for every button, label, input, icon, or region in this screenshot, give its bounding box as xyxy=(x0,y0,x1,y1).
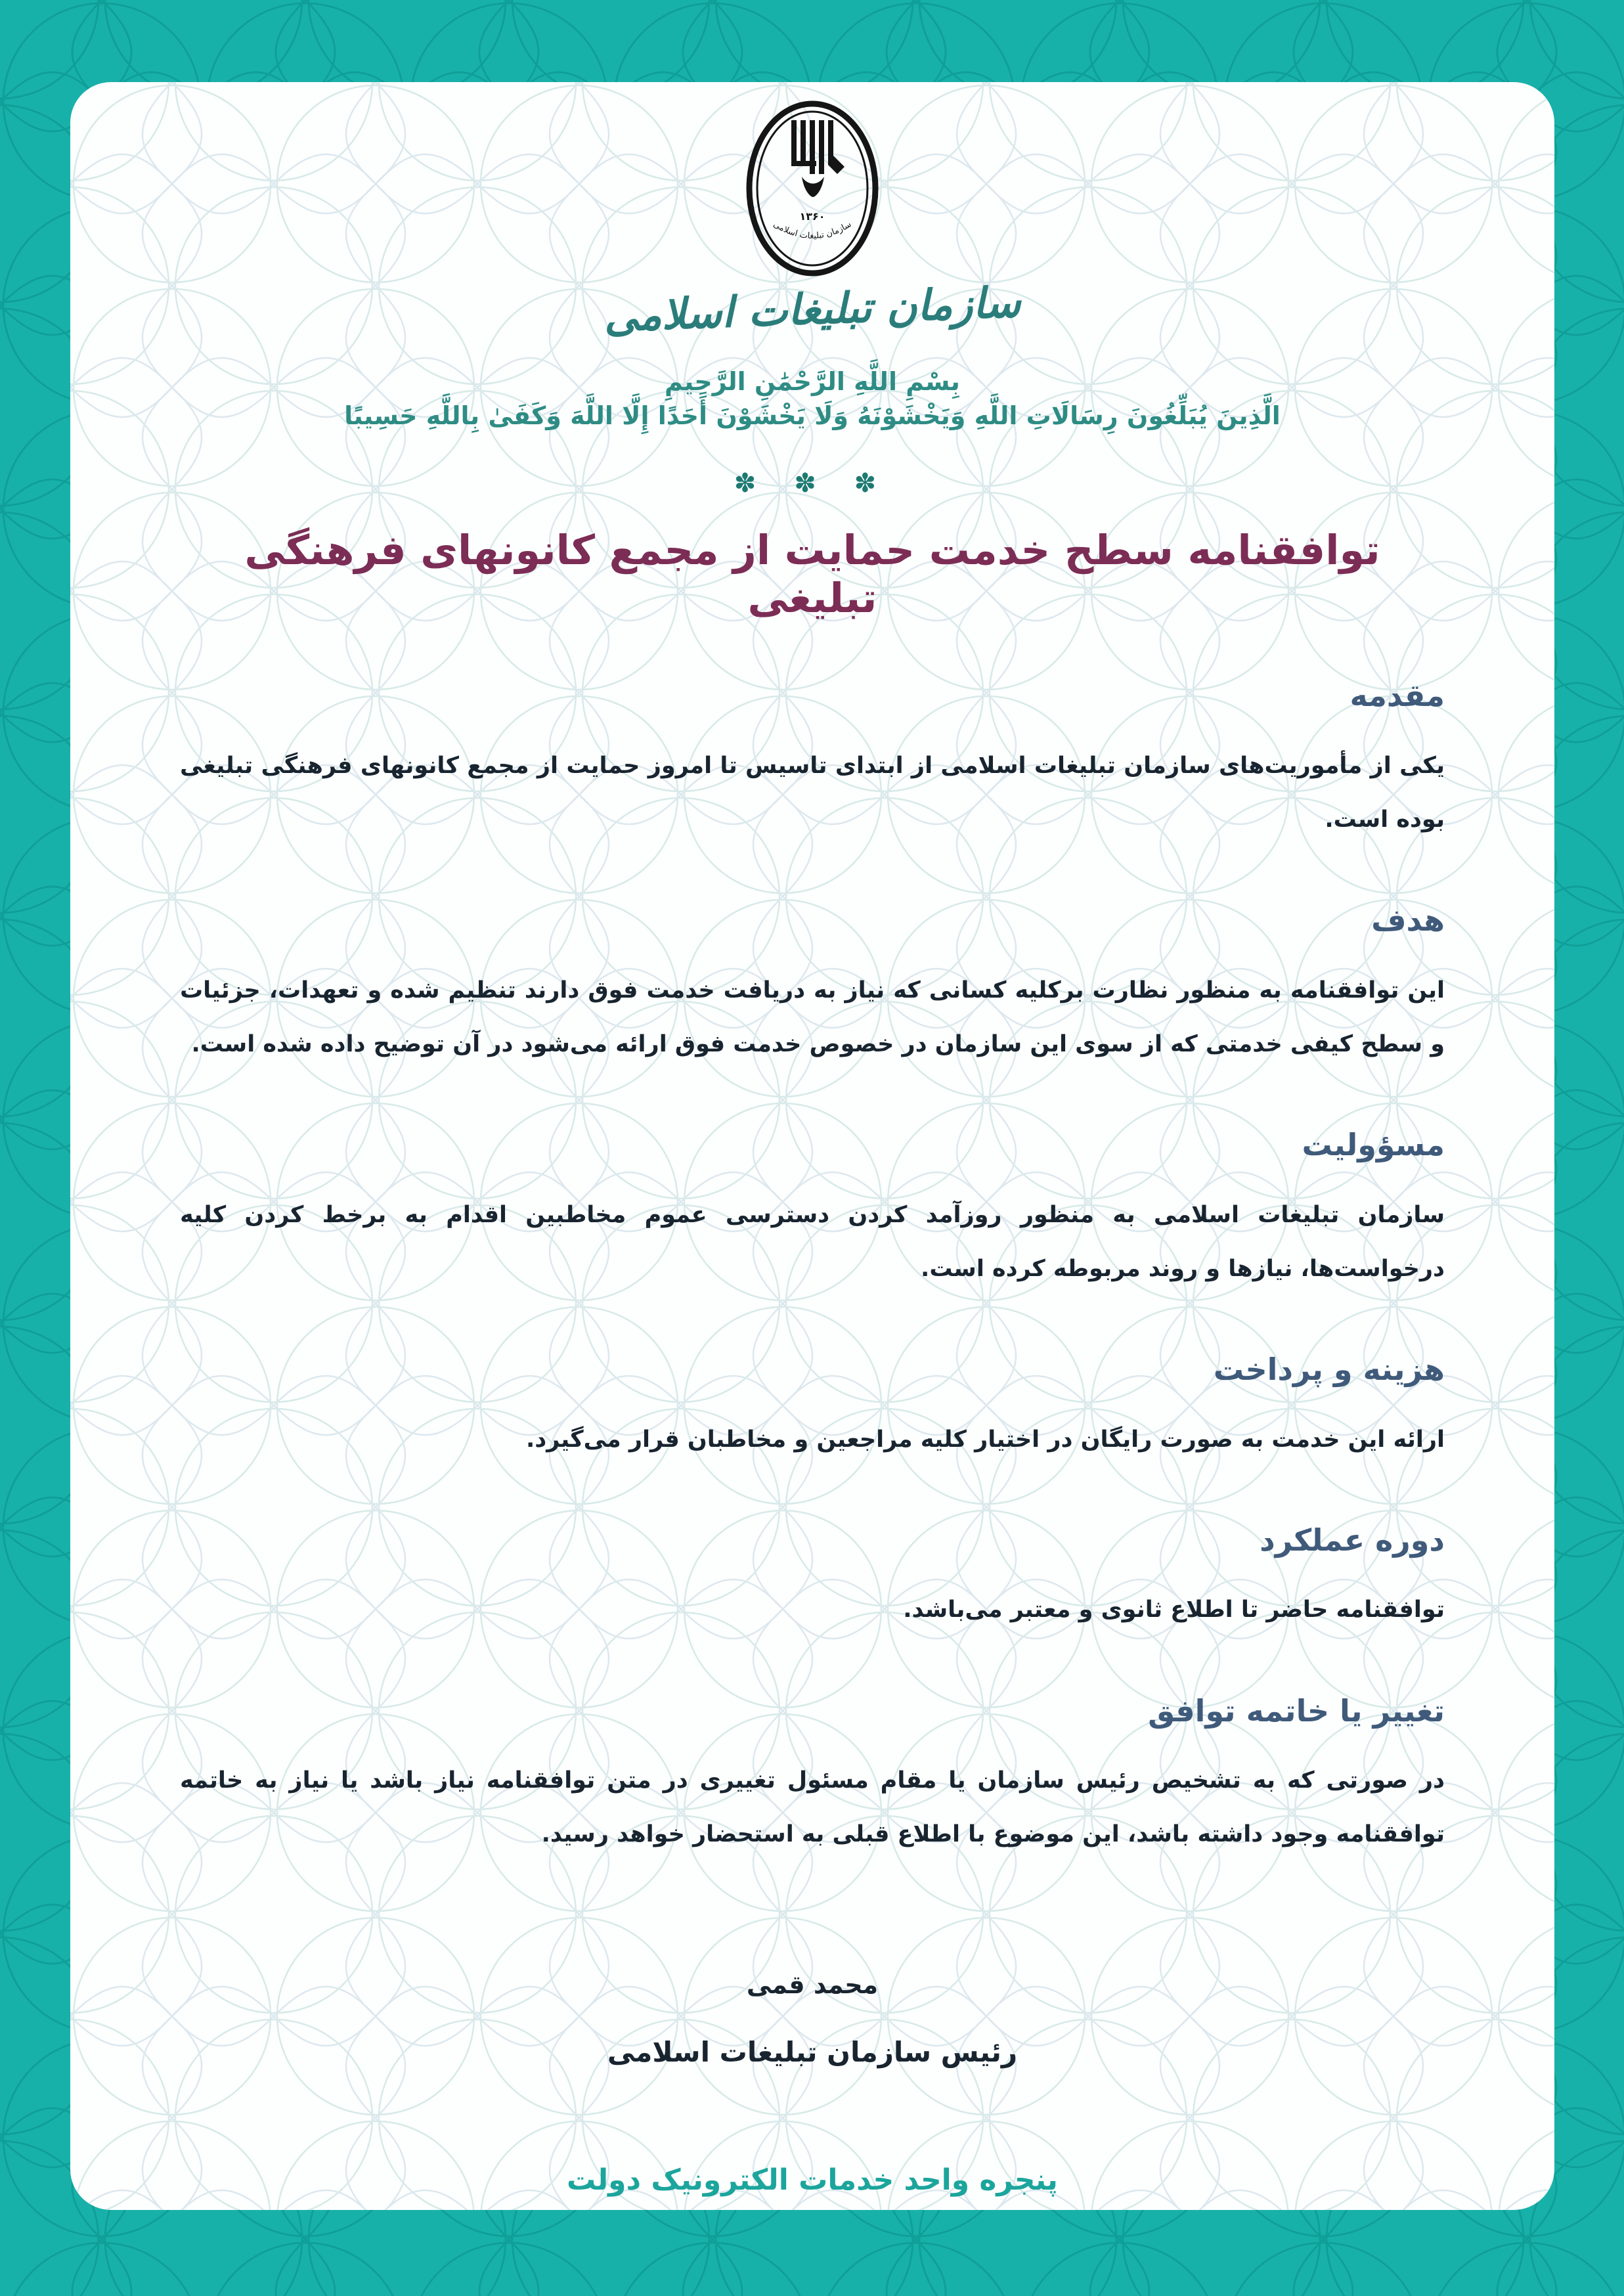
section-heading: تغییر یا خاتمه توافق xyxy=(1148,1692,1445,1729)
quran-verse: الَّذِينَ يُبَلِّغُونَ رِسَالَاتِ اللَّهِ وَيَخْشَوْنَهُ وَلَا يَخْشَوْنَ أَحَدًا إِلَّا اللَّهَ وَكَفَىٰ بِاللَّهِ حَسِيبًا xyxy=(344,401,1281,430)
section-body: یکی از مأموریت‌های سازمان تبلیغات اسلامی از ابتدای تاسیس تا امروز حمایت از مجمع کانونهای فرهنگی تبلیغی بوده است. xyxy=(180,752,1445,833)
signature-role: رئیس سازمان تبلیغات اسلامی xyxy=(607,2035,1018,2068)
section-body: توافقنامه حاضر تا اطلاع ثانوی و معتبر می‌باشد. xyxy=(903,1597,1445,1623)
footer-text: پنجره واحد خدمات الکترونیک دولت xyxy=(567,2163,1058,2197)
section-performance-period xyxy=(180,1522,1445,1637)
bismillah-text: بِسْمِ اللَّهِ الرَّحْمَٰنِ الرَّحِيمِ xyxy=(665,367,960,396)
section-body: ارائه این خدمت به صورت رایگان در اختیار کلیه مراجعین و مخاطبان قرار می‌گیرد. xyxy=(525,1426,1445,1453)
document-card xyxy=(70,82,1554,2210)
signature-name: محمد قمی xyxy=(746,1970,879,1999)
page-title: توافقنامه سطح خدمت حمایت از مجمع کانونهای فرهنگی تبلیغی xyxy=(244,526,1380,622)
section-heading: مقدمه xyxy=(1350,678,1445,713)
document-content xyxy=(70,82,1554,2210)
logo-block xyxy=(180,100,1445,279)
section-body: سازمان تبلیغات اسلامی به منظور روزآمد کردن دسترسی عموم مخاطبین اقدام به برخط کردن کلیه درخواست‌ها، نیازها و روند مربوطه کرده است. xyxy=(180,1201,1445,1282)
section-responsibility xyxy=(180,1126,1445,1296)
section-body: در صورتی که به تشخیص رئیس سازمان یا مقام مسئول تغییری در متن توافقنامه نیاز باشد یا نیاز به خاتمه توافقنامه وجود داشته باشد، این موضوع با اطلاع قبلی به استحضار خواهد رسید. xyxy=(180,1767,1445,1848)
section-introduction xyxy=(180,677,1445,847)
emblem-year: ۱۳۶۰ xyxy=(799,210,825,223)
section-heading: هدف xyxy=(1371,902,1445,938)
org-calligraphy: سازمان تبلیغات اسلامی xyxy=(603,278,1022,342)
signature-block xyxy=(180,1970,1445,2068)
allah-kufic-icon xyxy=(791,120,845,197)
section-body: این توافقنامه به منظور نظارت برکلیه کسانی که نیاز به دریافت خدمت فوق دارند تنظیم شده و تعهدات، جزئیات و سطح کیفی خدمتی که از سوی این سازمان در خصوص خدمت فوق ارائه می‌شود در آن توضیح داده شده است. xyxy=(180,977,1445,1057)
emblem-arc-text: سازمان تبلیغات اسلامی xyxy=(771,219,853,242)
section-heading: دوره عملکرد xyxy=(1260,1522,1445,1558)
section-cost-payment xyxy=(180,1351,1445,1467)
org-emblem-icon xyxy=(745,100,880,276)
section-heading: هزینه و پرداخت xyxy=(1213,1352,1445,1387)
section-heading: مسؤولیت xyxy=(1302,1127,1445,1162)
ornament-separator: ✽ ✽ ✽ xyxy=(734,468,891,498)
section-goal xyxy=(180,902,1445,1071)
section-change-termination xyxy=(180,1692,1445,1862)
